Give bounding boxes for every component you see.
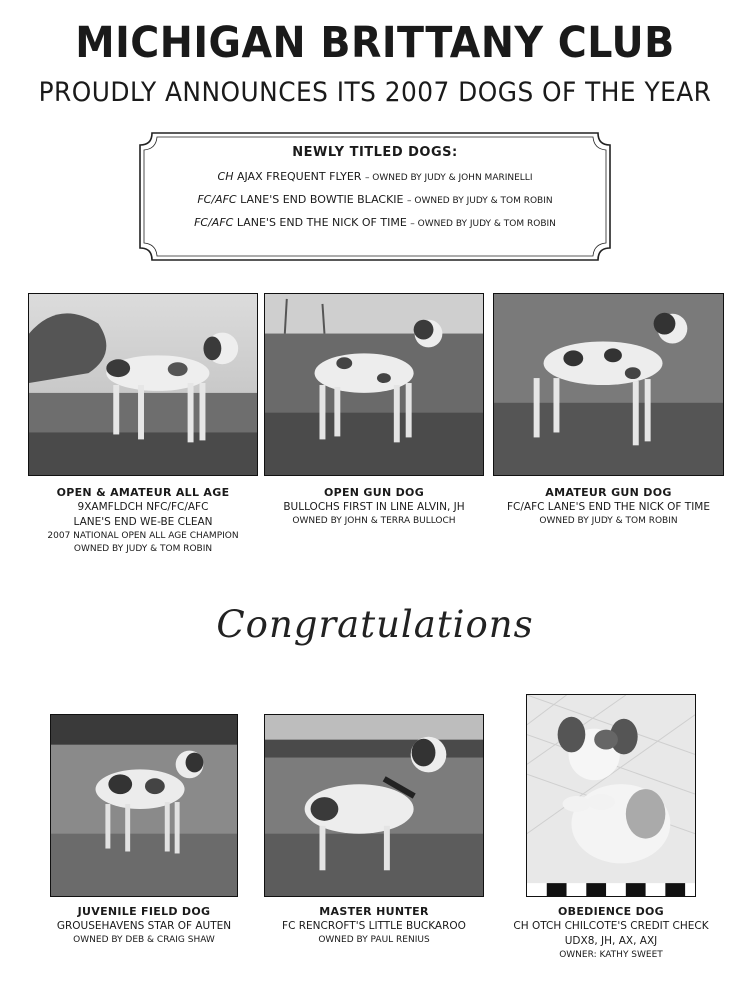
award-caption [483,485,734,528]
dog-title-line: 9XAMFLDCH NFC/FC/AFC [77,501,209,513]
dog-name: LANE'S END BOWTIE BLACKIE [240,193,404,206]
dog-title-line: FC RENCROFT'S LITTLE BUCKAROO [282,920,466,932]
award-note: 2007 NATIONAL OPEN ALL AGE CHAMPION [47,531,239,541]
dog-photo-obedience-dog [526,694,696,897]
dog-owner: OWNER: KATHY SWEET [559,950,663,960]
dog-owner: OWNED BY JUDY & TOM ROBIN [73,544,213,554]
dog-owner: – OWNED BY JUDY & JOHN MARINELLI [364,173,533,183]
dog-title-line: GROUSEHAVENS STAR OF AUTEN [56,920,232,932]
titled-dog-line [138,212,612,235]
dog-owner: OWNED BY JOHN & TERRA BULLOCH [292,516,456,526]
dog-title-line: BULLOCHS FIRST IN LINE ALVIN, JH [283,501,465,513]
award-caption [496,904,726,962]
dog-owner: – OWNED BY JUDY & TOM ROBIN [407,196,553,206]
page-title: MICHIGAN BRITTANY CLUB [75,18,675,68]
dog-owner: OWNED BY PAUL RENIUS [318,935,430,945]
dog-photo-open-amateur-all-age [28,293,258,476]
award-category: OPEN & AMATEUR ALL AGE [56,486,230,499]
award-caption [254,904,494,947]
award-category: OBEDIENCE DOG [557,905,665,918]
titled-dog-line [138,166,612,189]
title-prefix: FC/AFC [194,216,234,229]
newly-titled-heading: NEWLY TITLED DOGS: [292,145,458,160]
dog-name: LANE'S END THE NICK OF TIME [236,216,407,229]
award-caption [30,904,258,947]
dog-photo-amateur-gun-dog [493,293,724,476]
award-caption [18,485,268,556]
award-category: MASTER HUNTER [319,905,429,918]
dog-owner: OWNED BY JUDY & TOM ROBIN [539,516,678,526]
title-prefix: FC/AFC [197,193,237,206]
dog-owner: OWNED BY DEB & CRAIG SHAW [73,935,215,945]
dog-photo-master-hunter [264,714,484,897]
dog-title-line: LANE'S END WE-BE CLEAN [73,516,213,528]
dog-photo-open-gun-dog [264,293,484,476]
dog-owner: – OWNED BY JUDY & TOM ROBIN [410,219,556,229]
award-caption [254,485,494,528]
page-subtitle: PROUDLY ANNOUNCES ITS 2007 DOGS OF THE YEAR [38,77,712,108]
award-category: OPEN GUN DOG [323,486,425,499]
title-prefix: CH [217,170,234,183]
award-category: JUVENILE FIELD DOG [77,905,211,918]
dog-title-line: FC/AFC LANE'S END THE NICK OF TIME [507,501,710,513]
dog-title-line: UDX8, JH, AX, AXJ [564,935,658,947]
award-category: AMATEUR GUN DOG [545,486,672,499]
dog-photo-juvenile-field-dog [50,714,238,897]
dog-title-line: CH OTCH CHILCOTE'S CREDIT CHECK [513,920,709,932]
titled-dog-line [138,189,612,212]
dog-name: AJAX FREQUENT FLYER [236,170,362,183]
congratulations-heading: Congratulations [216,603,534,646]
newly-titled-frame [138,131,612,262]
